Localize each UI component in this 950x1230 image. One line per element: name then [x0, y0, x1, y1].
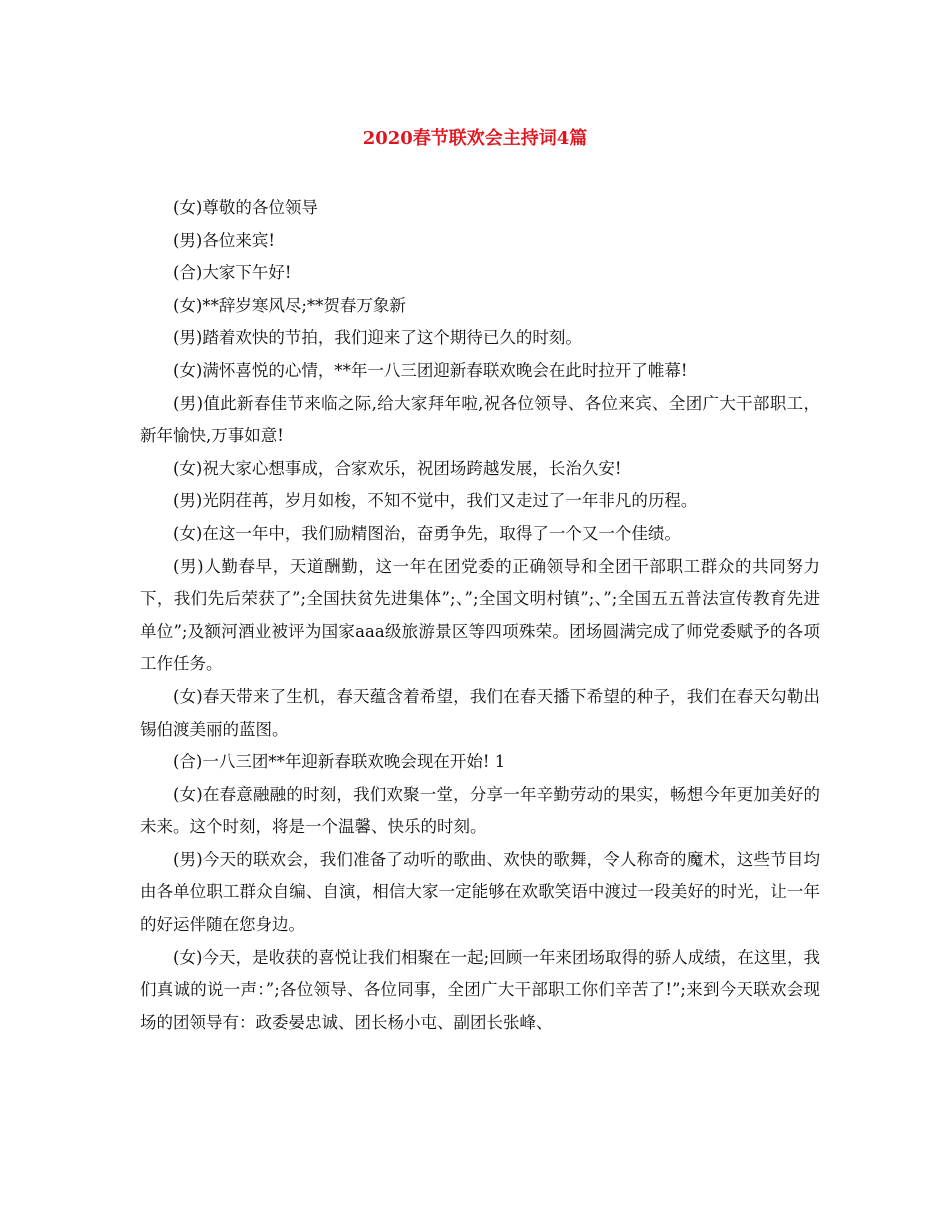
- paragraph: (女)春天带来了生机，春天蕴含着希望，我们在春天播下希望的种子，我们在春天勾勒出锡伯渡美丽的蓝图。: [140, 686, 820, 739]
- document-title: 2020春节联欢会主持词4篇: [362, 128, 588, 149]
- paragraph: (男)值此新春佳节来临之际,给大家拜年啦,祝各位领导、各位来宾、全团广大干部职工，新年愉快,万事如意!: [140, 393, 820, 446]
- paragraph: (男)踏着欢快的节拍，我们迎来了这个期待已久的时刻。: [173, 328, 582, 348]
- paragraph: (男)各位来宾!: [173, 230, 276, 250]
- paragraph: (合)大家下午好!: [173, 263, 292, 283]
- paragraph: (男)光阴荏苒，岁月如梭，不知不觉中，我们又走过了一年非凡的历程。: [173, 491, 698, 511]
- paragraph: (女)在这一年中，我们励精图治，奋勇争先，取得了一个又一个佳绩。: [173, 523, 681, 543]
- paragraph: (女)满怀喜悦的心情，**年一八三团迎新春联欢晚会在此时拉开了帷幕!: [173, 360, 688, 380]
- paragraph: (女)今天，是收获的喜悦让我们相聚在一起;回顾一年来团场取得的骄人成绩，在这里，我们真诚的说一声：”;各位领导、各位同事，全团广大干部职工你们辛苦了!”;来到今天联欢会现场的团领导有：政委晏忠诚、团长杨小屯、副团长张峰、: [140, 947, 820, 1032]
- paragraph: (合)一八三团**年迎新春联欢晚会现在开始! 1: [173, 752, 506, 772]
- document-body: [140, 192, 820, 1039]
- paragraph: (女)尊敬的各位领导: [173, 198, 318, 217]
- paragraph: (男)人勤春早，天道酬勤，这一年在团党委的正确领导和全团干部职工群众的共同努力下，我们先后荣获了”;全国扶贫先进集体”;、”;全国文明村镇”;、”;全国五五普法宣传教育先进单位”;及额河酒业被评为国家aaa级旅游景区等四项殊荣。团场圆满完成了师党委赋予的各项工作任务。: [140, 556, 820, 674]
- paragraph: (男)今天的联欢会，我们准备了动听的歌曲、欢快的歌舞，令人称奇的魔术，这些节目均由各单位职工群众自编、自演，相信大家一定能够在欢歌笑语中渡过一段美好的时光，让一年的好运伴随在您身边。: [140, 849, 820, 935]
- paragraph: (女)**辞岁寒风尽;**贺春万象新: [173, 295, 406, 315]
- paragraph: (女)祝大家心想事成，合家欢乐，祝团场跨越发展，长治久安!: [173, 458, 622, 478]
- paragraph: (女)在春意融融的时刻，我们欢聚一堂，分享一年辛勤劳动的果实，畅想今年更加美好的未来。这个时刻，将是一个温馨、快乐的时刻。: [140, 784, 820, 837]
